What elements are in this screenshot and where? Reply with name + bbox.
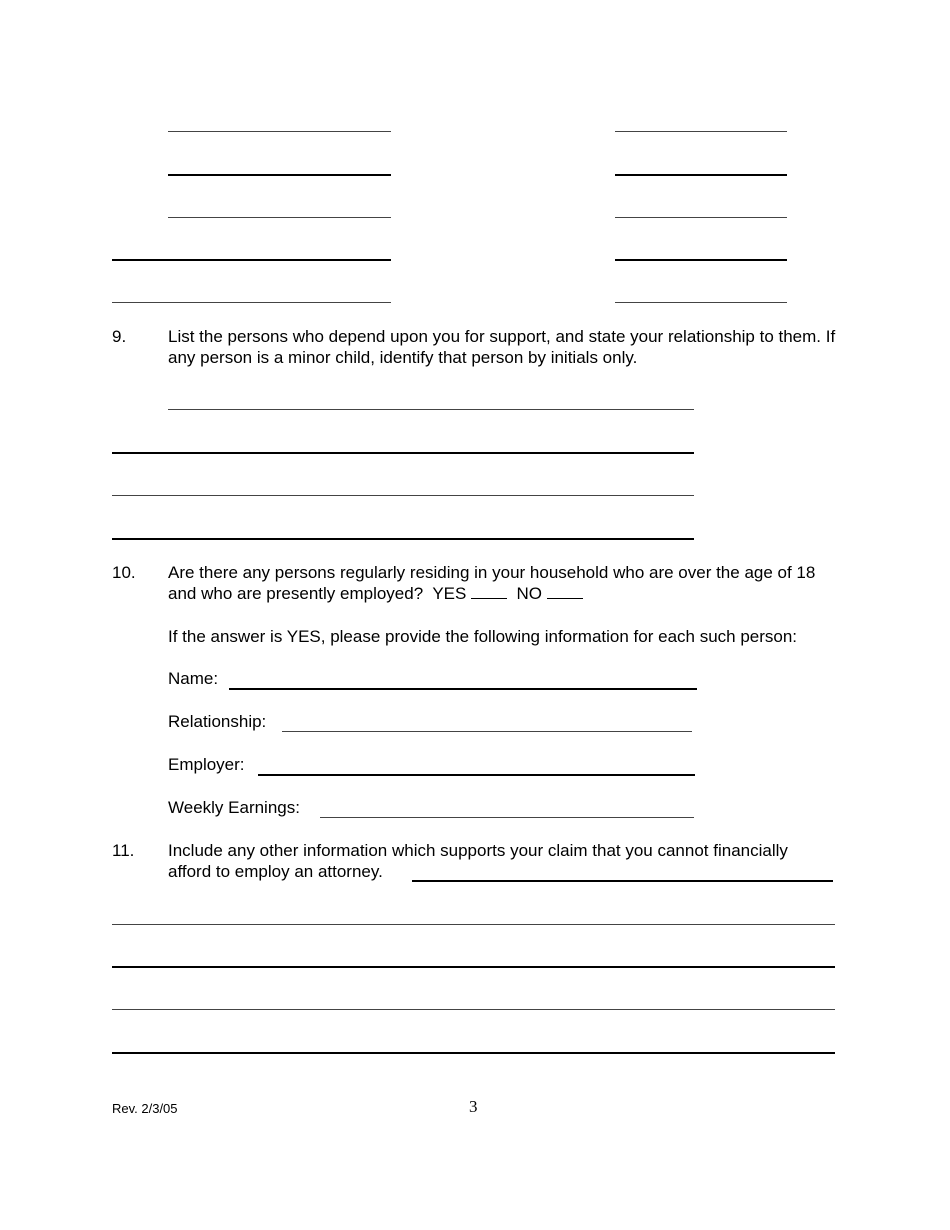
- weekly-earnings-label: Weekly Earnings:: [168, 798, 300, 817]
- q11-answer-line-4[interactable]: [112, 1052, 835, 1054]
- relationship-field-line[interactable]: [282, 731, 692, 732]
- name-field-line[interactable]: [229, 688, 697, 690]
- no-blank[interactable]: [547, 583, 583, 599]
- q9-answer-line-3[interactable]: [112, 495, 694, 496]
- no-label: NO: [516, 584, 543, 603]
- q9-answer-line-2[interactable]: [112, 452, 694, 454]
- employer-label: Employer:: [168, 755, 245, 774]
- question-11-number: 11.: [112, 841, 135, 860]
- revision-date: Rev. 2/3/05: [112, 1101, 178, 1116]
- blank-line-right-1[interactable]: [615, 131, 787, 132]
- yes-blank[interactable]: [471, 583, 507, 599]
- blank-line-right-3[interactable]: [615, 217, 787, 218]
- q9-answer-line-1[interactable]: [168, 409, 694, 410]
- blank-line-right-5[interactable]: [615, 302, 787, 303]
- name-label: Name:: [168, 669, 219, 688]
- blank-line-left-5[interactable]: [112, 302, 391, 303]
- blank-line-left-4[interactable]: [112, 259, 391, 261]
- question-11-line-1: Include any other information which supports your claim that you cannot financially: [168, 841, 788, 860]
- employer-field-line[interactable]: [258, 774, 695, 776]
- q11-answer-line-2[interactable]: [112, 966, 835, 968]
- question-9-number: 9.: [112, 327, 127, 346]
- q11-inline-answer-line[interactable]: [412, 880, 833, 882]
- blank-line-left-1[interactable]: [168, 131, 391, 132]
- question-10-instruction: If the answer is YES, please provide the following information for each such person:: [168, 627, 798, 646]
- q11-answer-line-1[interactable]: [112, 924, 835, 925]
- blank-line-left-3[interactable]: [168, 217, 391, 218]
- question-10-text: [168, 562, 848, 604]
- question-11-line-2: afford to employ an attorney.: [168, 862, 383, 881]
- weekly-earnings-field-line[interactable]: [320, 817, 694, 818]
- relationship-label: Relationship:: [168, 712, 267, 731]
- page-number: 3: [469, 1097, 478, 1116]
- blank-line-right-2[interactable]: [615, 174, 787, 176]
- yes-label: YES: [432, 584, 467, 603]
- q9-answer-line-4[interactable]: [112, 538, 694, 540]
- question-10-prompt: Are there any persons regularly residing in your household who are over the age of 18 and who are presently employed?: [168, 563, 816, 603]
- q11-answer-line-3[interactable]: [112, 1009, 835, 1010]
- blank-line-right-4[interactable]: [615, 259, 787, 261]
- blank-line-left-2[interactable]: [168, 174, 391, 176]
- question-9-text: List the persons who depend upon you for support, and state your relationship to them. If any person is a minor child, identify that person by initials only.: [168, 327, 836, 367]
- question-10-number: 10.: [112, 563, 136, 582]
